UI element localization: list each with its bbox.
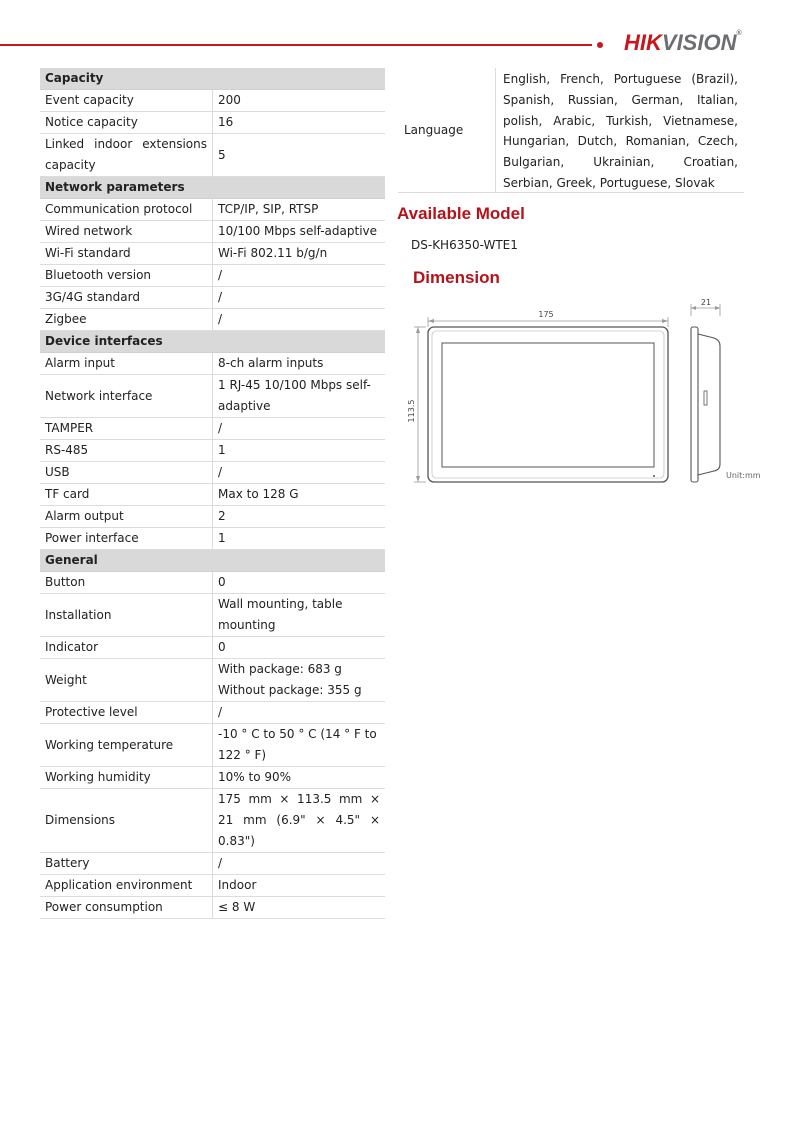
spec-value: 0	[213, 572, 386, 594]
depth-dimension-label: 21	[700, 298, 712, 307]
section-title: Capacity	[40, 68, 385, 90]
spec-label: Installation	[40, 594, 213, 637]
spec-label: Power consumption	[40, 897, 213, 919]
unit-label: Unit:mm	[726, 471, 761, 480]
height-dimension-label: 113.5	[407, 399, 416, 423]
spec-label: Wi-Fi standard	[40, 243, 213, 265]
section-device-interfaces	[40, 331, 385, 353]
spec-value: /	[213, 702, 386, 724]
spec-label: Bluetooth version	[40, 265, 213, 287]
spec-row	[40, 789, 385, 853]
spec-row	[40, 594, 385, 637]
spec-label: 3G/4G standard	[40, 287, 213, 309]
spec-row	[40, 637, 385, 659]
spec-value: /	[213, 462, 386, 484]
spec-label: Zigbee	[40, 309, 213, 331]
spec-row	[40, 767, 385, 789]
spec-label: Protective level	[40, 702, 213, 724]
spec-label: Linked indoor extensions capacity	[40, 134, 213, 177]
spec-label: Application environment	[40, 875, 213, 897]
weight-without-package: Without package: 355 g	[218, 683, 362, 697]
spec-value: English, French, Portuguese (Brazil), Spanish, Russian, German, Italian, polish, Arabic, Turkish, Vietnamese, Hungarian, Dutch, Romanian, Czech, Bulgarian, Ukrainian, Croatian, Serbian, Greek, Portuguese, Slovak	[503, 72, 738, 190]
spec-row	[40, 875, 385, 897]
spec-row	[40, 853, 385, 875]
spec-table	[40, 68, 385, 919]
spec-row	[40, 572, 385, 594]
spec-row	[40, 702, 385, 724]
spec-value: 175 mm × 113.5 mm × 21 mm (6.9" × 4.5" × 0.83")	[213, 789, 386, 853]
spec-label: TF card	[40, 484, 213, 506]
spec-value: 0	[213, 637, 386, 659]
spec-value: 5	[213, 134, 386, 177]
side-view	[691, 304, 720, 482]
spec-row	[40, 90, 385, 112]
spec-label: Battery	[40, 853, 213, 875]
spec-value: -10 ° C to 50 ° C (14 ° F to 122 ° F)	[213, 724, 386, 767]
spec-label: Power interface	[40, 528, 213, 550]
spec-label: Network interface	[40, 375, 213, 418]
spec-label: TAMPER	[40, 418, 213, 440]
spec-row	[40, 440, 385, 462]
spec-value: 16	[213, 112, 386, 134]
section-general	[40, 550, 385, 572]
header-dot	[597, 42, 603, 48]
spec-value: ≤ 8 W	[213, 897, 386, 919]
section-capacity	[40, 68, 385, 90]
spec-label: Event capacity	[40, 90, 213, 112]
spec-label: Working humidity	[40, 767, 213, 789]
spec-label: Working temperature	[40, 724, 213, 767]
spec-value: 200	[213, 90, 386, 112]
spec-row	[40, 112, 385, 134]
spec-row	[40, 506, 385, 528]
spec-label: USB	[40, 462, 213, 484]
language-row	[398, 68, 744, 193]
spec-row	[40, 309, 385, 331]
spec-value: 1	[213, 528, 386, 550]
spec-row	[40, 199, 385, 221]
spec-value: TCP/IP, SIP, RTSP	[213, 199, 386, 221]
spec-value: Wall mounting, table mounting	[213, 594, 386, 637]
spec-row	[40, 462, 385, 484]
spec-row	[40, 528, 385, 550]
spec-row	[40, 484, 385, 506]
section-title: Device interfaces	[40, 331, 385, 353]
spec-value: 8-ch alarm inputs	[213, 353, 386, 375]
spec-value: /	[213, 287, 386, 309]
front-view	[414, 317, 668, 482]
spec-value: 2	[213, 506, 386, 528]
spec-value: 10% to 90%	[213, 767, 386, 789]
spec-row	[40, 897, 385, 919]
spec-value: Indoor	[213, 875, 386, 897]
spec-value: /	[213, 265, 386, 287]
spec-label: Button	[40, 572, 213, 594]
spec-row	[40, 724, 385, 767]
spec-row	[40, 287, 385, 309]
spec-label: Indicator	[40, 637, 213, 659]
header-rule	[0, 44, 592, 46]
spec-row	[40, 353, 385, 375]
spec-value: 10/100 Mbps self-adaptive	[213, 221, 386, 243]
spec-label: Communication protocol	[40, 199, 213, 221]
dimension-drawing	[404, 296, 774, 496]
section-network	[40, 177, 385, 199]
model-number: DS-KH6350-WTE1	[411, 238, 518, 252]
spec-row	[40, 659, 385, 702]
spec-label: Alarm input	[40, 353, 213, 375]
spec-label: Wired network	[40, 221, 213, 243]
spec-value: 1	[213, 440, 386, 462]
spec-value	[213, 659, 386, 702]
spec-value: Max to 128 G	[213, 484, 386, 506]
spec-label: Language	[398, 68, 496, 192]
dimension-heading: Dimension	[413, 268, 500, 287]
spec-value: /	[213, 853, 386, 875]
spec-value: /	[213, 309, 386, 331]
spec-label: Notice capacity	[40, 112, 213, 134]
spec-row	[40, 265, 385, 287]
spec-row	[40, 134, 385, 177]
spec-value: /	[213, 418, 386, 440]
spec-row	[40, 418, 385, 440]
spec-row	[40, 243, 385, 265]
spec-row	[40, 221, 385, 243]
spec-value: Wi-Fi 802.11 b/g/n	[213, 243, 386, 265]
spec-value: 1 RJ-45 10/100 Mbps self-adaptive	[213, 375, 386, 418]
section-title: Network parameters	[40, 177, 385, 199]
spec-label: Dimensions	[40, 789, 213, 853]
available-model-heading: Available Model	[397, 204, 525, 223]
spec-row	[40, 375, 385, 418]
spec-label: Alarm output	[40, 506, 213, 528]
hikvision-logo: HIKVISION®	[624, 30, 742, 55]
weight-with-package: With package: 683 g	[218, 662, 342, 676]
width-dimension-label: 175	[538, 310, 554, 319]
section-title: General	[40, 550, 385, 572]
spec-label: Weight	[40, 659, 213, 702]
spec-label: RS-485	[40, 440, 213, 462]
